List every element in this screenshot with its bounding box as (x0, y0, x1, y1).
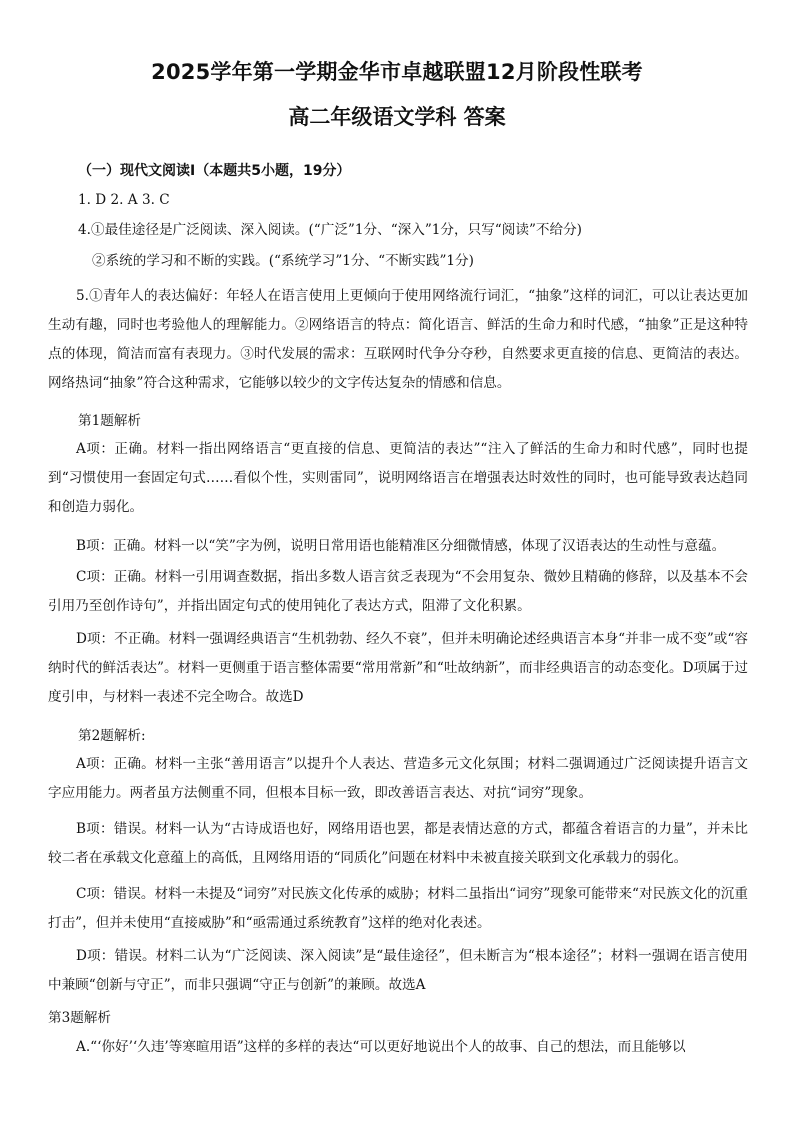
q1-option-a-text: A项：正确。材料一指出网络语言“更直接的信息、更简洁的表达”“注入了鲜活的生命力和时代感”，同时也提到“习惯使用一套固定句式……看似个性，实则雷同”，说明网络语言在增强表达时效性的同时，也可能导致表达趋同和创造力弱化。 (48, 441, 748, 515)
q1-option-d (48, 625, 748, 712)
q2-option-d-text: D项：错误。材料二认为“广泛阅读、深入阅读”是“最佳途径”，但未断言为“根本途径”；材料一强调在语言使用中兼顾“创新与守正”，而非只强调“守正与创新”的兼顾。故选A (48, 948, 748, 993)
q2-option-b (48, 815, 748, 873)
section-heading: （一）现代文阅读Ⅰ（本题共5小题，19分） (78, 163, 351, 179)
answers-1-3: 1. D 2. A 3. C (78, 192, 170, 208)
q2-option-d (48, 942, 748, 1000)
document-title: 2025学年第一学期金华市卓越联盟12月阶段性联考 (151, 60, 643, 84)
q1-option-c (48, 563, 748, 621)
q3-option-a-text: A.“‘你好’‘久违’等寒暄用语”这样的多样的表达“可以更好地说出个人的故事、自己的想法，而且能够以 (76, 1039, 686, 1055)
answer-5-paragraph (48, 282, 748, 398)
document-subtitle: 高二年级语文学科 答案 (288, 105, 506, 129)
q1-option-b-text: B项：正确。材料一以“笑”字为例，说明日常用语也能精准区分细微情感，体现了汉语表达的生动性与意蕴。 (76, 538, 726, 554)
answer-5-text: 5.①青年人的表达偏好：年轻人在语言使用上更倾向于使用网络流行词汇，“抽象”这样的词汇，可以让表达更加生动有趣，同时也考验他人的理解能力。②网络语言的特点：简化语言、鲜活的生命力和时代感，“抽象”正是这种特点的体现，简洁而富有表现力。③时代发展的需求：互联网时代争分夺秒，自然要求更直接的信息、更简洁的表达。网络热词“抽象”符合这种需求，它能够以较少的文字传达复杂的情感和信息。 (48, 288, 748, 391)
q2-heading: 第2题解析: (78, 728, 146, 744)
q3-heading: 第3题解析 (48, 1010, 112, 1026)
q2-option-a-text: A项：正确。材料一主张“善用语言”以提升个人表达、营造多元文化氛围；材料二强调通过广泛阅读提升语言文字应用能力。两者虽方法侧重不同，但根本目标一致，即改善语言表达、对抗“词穷”现象。 (48, 756, 748, 801)
q2-option-c (48, 880, 748, 938)
q1-option-b (48, 532, 748, 561)
answer-4-line2: ②系统的学习和不断的实践。(“系统学习”1分、“不断实践”1分) (92, 253, 474, 269)
q1-option-c-text: C项：正确。材料一引用调查数据，指出多数人语言贫乏表现为“不会用复杂、微妙且精确的修辞，以及基本不会引用乃至创作诗句”，并指出固定句式的使用钝化了表达方式，阻滞了文化积累。 (48, 569, 748, 614)
q1-option-a (48, 435, 748, 522)
q1-heading: 第1题解析 (78, 413, 142, 429)
q2-option-a (48, 750, 748, 808)
q3-option-a (48, 1033, 748, 1062)
q2-option-c-text: C项：错误。材料一未提及“词穷”对民族文化传承的威胁；材料二虽指出“词穷”现象可能带来“对民族文化的沉重打击”，但并未使用“直接威胁”和“亟需通过系统教育”这样的绝对化表述。 (48, 886, 748, 931)
q2-option-b-text: B项：错误。材料一认为“古诗成语也好，网络用语也罢，都是表情达意的方式，都蕴含着语言的力量”，并未比较二者在承载文化意蕴上的高低，且网络用语的“同质化”问题在材料中未被直接关联到文化承载力的弱化。 (48, 821, 748, 866)
answer-4-line1: 4.①最佳途径是广泛阅读、深入阅读。(“广泛”1分、“深入”1分，只写“阅读”不给分) (78, 222, 582, 238)
q1-option-d-text: D项：不正确。材料一强调经典语言“生机勃勃、经久不衰”，但并未明确论述经典语言本身“并非一成不变”或“容纳时代的鲜活表达”。材料一更侧重于语言整体需要“常用常新”和“吐故纳新”，而非经典语言的动态变化。D项属于过度引申，与材料一表述不完全吻合。故选D (48, 631, 748, 705)
